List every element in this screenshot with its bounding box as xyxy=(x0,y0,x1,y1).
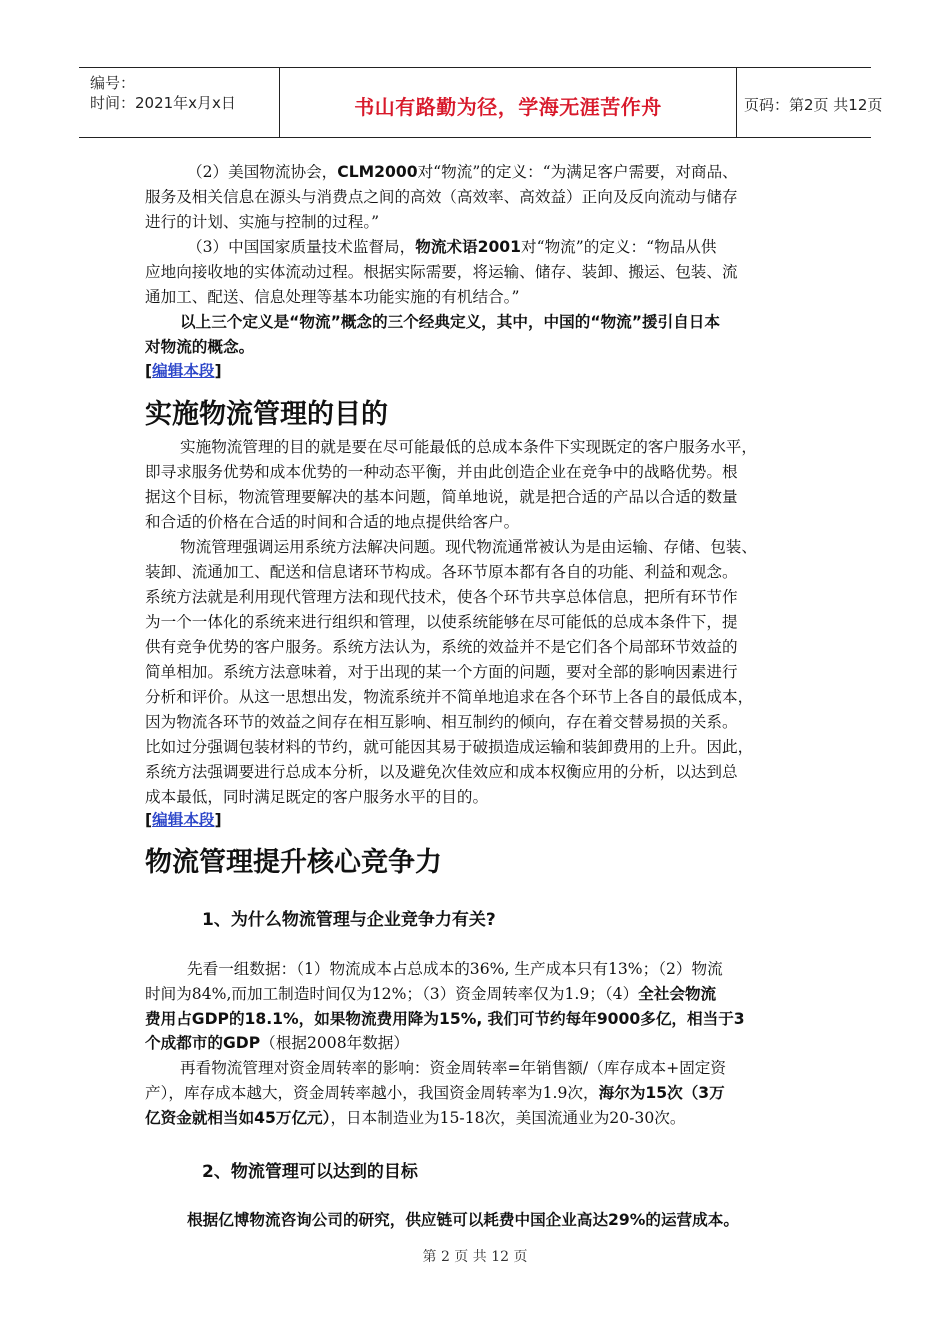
purpose-p2-line: 分析和评价。从这一思想出发，物流系统并不简单地追求在各个环节上各自的最低成本， xyxy=(145,688,754,706)
section-title-purpose: 实施物流管理的目的 xyxy=(145,399,388,430)
cn-line-3: 通加工、配送、信息处理等基本功能实施的有机结合。” xyxy=(145,288,520,306)
cn-bold-term: 物流术语2001 xyxy=(415,238,522,256)
question-1-heading: 1、为什么物流管理与企业竞争力有关? xyxy=(202,910,496,930)
purpose-p1-line: 据这个目标，物流管理要解决的基本问题，简单地说，就是把合适的产品以合适的数量 xyxy=(145,488,738,506)
cn-prefix: （3）中国国家质量技术监督局， xyxy=(187,238,416,256)
purpose-p1-line: 和合适的价格在合适的时间和合适的地点提供给客户。 xyxy=(145,513,520,531)
edit-section-link[interactable]: 编辑本段 xyxy=(152,811,215,829)
cn-line-1 xyxy=(187,237,716,257)
purpose-p1-line: 即寻求服务优势和成本优势的一种动态平衡，并由此创造企业在竞争中的战略优势。根 xyxy=(145,463,738,481)
bracket-open: [ xyxy=(145,811,153,829)
header-motto: 书山有路勤为径，学海无涯苦作舟 xyxy=(354,95,662,119)
purpose-p2-line: 系统方法就是利用现代管理方法和现代技术，使各个环节共享总体信息，把所有环节作 xyxy=(145,588,738,606)
purpose-p2-line: 比如过分强调包装材料的节约，就可能因其易于破损造成运输和装卸费用的上升。因此， xyxy=(145,738,754,756)
research-line: 根据亿博物流咨询公司的研究，供应链可以耗费中国企业高达29%的运营成本。 xyxy=(187,1211,739,1229)
page-footer: 第 2 页 共 12 页 xyxy=(422,1249,528,1265)
turnover-line-2-text: 产），库存成本越大，资金周转率越小，我国资金周转率为1.9次， xyxy=(145,1084,599,1102)
clm-line-2: 服务及相关信息在源头与消费点之间的高效（高效率、高效益）正向及反向流动与储存 xyxy=(145,188,738,206)
purpose-p2-line: 物流管理强调运用系统方法解决问题。现代物流通常被认为是由运输、存储、包装、 xyxy=(180,538,757,556)
clm-bold-term: CLM2000 xyxy=(337,163,418,181)
data-line-2 xyxy=(145,984,716,1004)
purpose-p2-line: 为一个一体化的系统来进行组织和管理，以使系统能够在尽可能低的总成本条件下，提 xyxy=(145,613,738,631)
purpose-p2-line: 供有竞争优势的客户服务。系统方法认为，系统的效益并不是它们各个局部环节效益的 xyxy=(145,638,738,656)
purpose-p2-line: 装卸、流通加工、配送和信息诸环节构成。各环节原本都有各自的功能、利益和观念。 xyxy=(145,563,738,581)
question-2-heading: 2、物流管理可以达到的目标 xyxy=(202,1162,418,1182)
document-number-label: 编号： xyxy=(90,74,136,92)
bracket-open: [ xyxy=(145,362,153,380)
clm-line-1 xyxy=(187,162,738,182)
bracket-close: ] xyxy=(214,811,222,829)
turnover-line-3-rest: ，日本制造业为15-18次，美国流通业为20-30次。 xyxy=(330,1109,686,1127)
edit-section-link-wrapper-1 xyxy=(145,361,222,381)
turnover-line-3-bold: 亿资金就相当如45万亿元） xyxy=(145,1109,331,1127)
data-line-4 xyxy=(145,1033,409,1053)
data-line-2-text: 时间为84%,而加工制造时间仅为12%；（3）资金周转率仅为1.9；（4） xyxy=(145,985,639,1003)
data-line-4-bold: 个成都市的GDP xyxy=(145,1034,261,1052)
turnover-line-2-bold: 海尔为15次（3万 xyxy=(598,1084,725,1102)
header-meta-cell xyxy=(79,68,279,137)
data-line-1: 先看一组数据：（1）物流成本占总成本的36%, 生产成本只有13%；（2）物流 xyxy=(187,960,723,978)
header-motto-cell xyxy=(279,68,737,137)
header-page-cell xyxy=(736,68,883,137)
page-header xyxy=(79,67,883,138)
data-line-3: 费用占GDP的18.1%，如果物流费用降为15%, 我们可节约每年9000多亿，相当于3 xyxy=(145,1010,745,1028)
edit-section-link[interactable]: 编辑本段 xyxy=(152,362,215,380)
data-line-4-rest: （根据2008年数据） xyxy=(260,1034,409,1052)
document-date-label: 时间：2021年x月x日 xyxy=(90,94,236,112)
data-line-2-bold: 全社会物流 xyxy=(638,985,717,1003)
cn-rest: 对“物流”的定义：“物品从供 xyxy=(521,238,717,256)
header-page-number: 页码：第2页 共12页 xyxy=(744,96,883,114)
cn-line-2: 应地向接收地的实体流动过程。根据实际需要，将运输、储存、装卸、搬运、包装、流 xyxy=(145,263,738,281)
turnover-line-3 xyxy=(145,1108,685,1128)
clm-line-3: 进行的计划、实施与控制的过程。” xyxy=(145,213,380,231)
turnover-line-2 xyxy=(145,1083,725,1103)
purpose-p2-line: 成本最低，同时满足既定的客户服务水平的目的。 xyxy=(145,788,489,806)
summary-line-1: 以上三个定义是“物流”概念的三个经典定义，其中，中国的“物流”援引自日本 xyxy=(180,313,720,331)
section-title-competitiveness: 物流管理提升核心竞争力 xyxy=(145,847,442,878)
summary-line-2: 对物流的概念。 xyxy=(145,338,255,356)
purpose-p1-line: 实施物流管理的目的就是要在尽可能最低的总成本条件下实现既定的客户服务水平， xyxy=(180,438,757,456)
purpose-p2-line: 因为物流各环节的效益之间存在相互影响、相互制约的倾向，存在着交替易损的关系。 xyxy=(145,713,738,731)
clm-prefix: （2）美国物流协会， xyxy=(187,163,338,181)
clm-rest: 对“物流”的定义：“为满足客户需要，对商品、 xyxy=(417,163,738,181)
purpose-p2-line: 简单相加。系统方法意味着，对于出现的某一个方面的问题，要对全部的影响因素进行 xyxy=(145,663,738,681)
edit-section-link-wrapper-2 xyxy=(145,810,222,830)
turnover-line-1: 再看物流管理对资金周转率的影响：资金周转率=年销售额/（库存成本+固定资 xyxy=(180,1059,726,1077)
purpose-p2-line: 系统方法强调要进行总成本分析，以及避免次佳效应和成本权衡应用的分析，以达到总 xyxy=(145,763,738,781)
bracket-close: ] xyxy=(214,362,222,380)
